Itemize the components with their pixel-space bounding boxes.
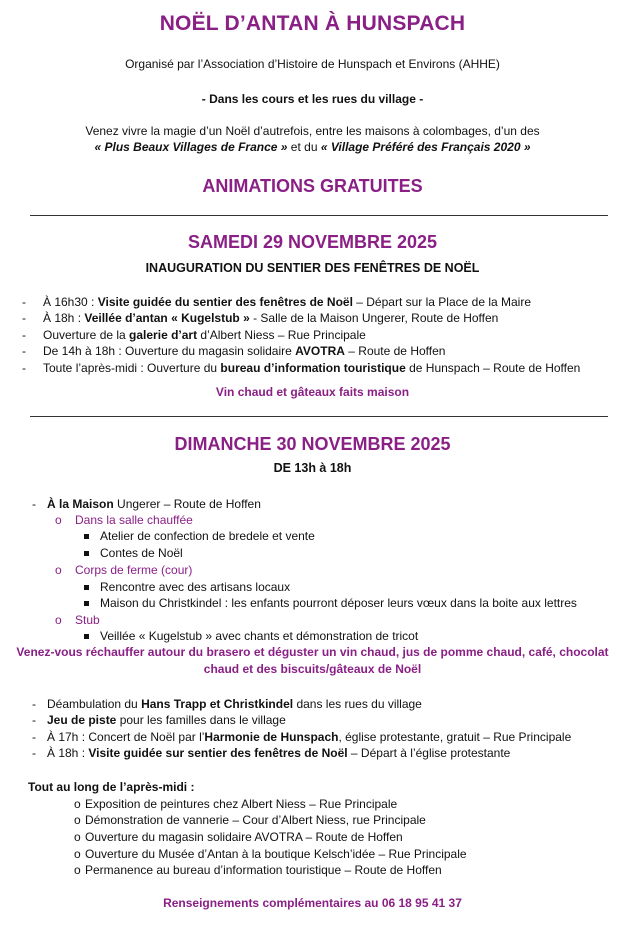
contact-line: Renseignements complémentaires au 06 18 95 41 37	[163, 896, 462, 910]
intro-line-1: Venez vivre la magie d’un Noël d’autrefois, entre les maisons à colombages, d’un des	[85, 124, 540, 138]
list-item: - À 16h30 : Visite guidée du sentier des fenêtres de Noël – Départ sur la Place de la Maire	[22, 295, 532, 309]
list-item: - À 18h : Visite guidée sur sentier des fenêtres de Noël – Départ à l’église protestante	[32, 746, 511, 760]
stub-heading: o Stub	[55, 613, 100, 627]
corps-heading: o Corps de ferme (cour)	[55, 563, 193, 577]
saturday-subtitle: INAUGURATION DU SENTIER DES FENÊTRES DE NOËL	[145, 261, 480, 275]
list-item: o Exposition de peintures chez Albert Niess – Rue Principale	[74, 797, 398, 811]
organizer-line: Organisé par l’Association d’Histoire de Hunspach et Environs (AHHE)	[125, 57, 500, 71]
intro-village-label: « Plus Beaux Villages de France »	[94, 140, 288, 154]
warm-line-2: chaud et des biscuits/gâteaux de Noël	[203, 662, 422, 676]
list-item: - Toute l’après-midi : Ouverture du bureau d’information touristique de Hunspach – Route de Hoffen	[22, 361, 581, 375]
list-item: - Ouverture de la galerie d’art d’Albert Niess – Rue Principale	[22, 328, 366, 342]
saturday-title: SAMEDI 29 NOVEMBRE 2025	[187, 232, 438, 252]
bullet-item: Atelier de confection de bredele et vente	[84, 528, 315, 544]
list-item: o Ouverture du Musée d’Antan à la boutique Kelsch’idée – Rue Principale	[74, 847, 467, 861]
list-item: - Déambulation du Hans Trapp et Christkindel dans les rues du village	[32, 697, 422, 711]
warm-line-1: Venez-vous réchauffer autour du brasero et déguster un vin chaud, jus de pomme chaud, café, chocolat	[16, 645, 609, 659]
list-item: o Permanence au bureau d’information touristique – Route de Hoffen	[74, 863, 442, 877]
divider-2	[30, 416, 608, 417]
maison-item: - À la Maison Ungerer – Route de Hoffen	[32, 497, 261, 511]
intro-line-2	[0, 140, 625, 154]
page-title: NOËL D’ANTAN À HUNSPACH	[159, 12, 466, 35]
bullet-item: Contes de Noël	[84, 545, 183, 561]
bullet-item: Maison du Christkindel : les enfants pourront déposer leurs vœux dans la boite aux lettres	[84, 595, 577, 611]
animations-title: ANIMATIONS GRATUITES	[202, 176, 423, 196]
sunday-title: DIMANCHE 30 NOVEMBRE 2025	[174, 434, 451, 454]
list-item: - De 14h à 18h : Ouverture du magasin solidaire AVOTRA – Route de Hoffen	[22, 344, 446, 358]
afternoon-title: Tout au long de l’après-midi :	[28, 780, 195, 794]
list-item: - Jeu de piste pour les familles dans le village	[32, 713, 286, 727]
list-item: o Démonstration de vannerie – Cour d’Albert Niess, rue Principale	[74, 813, 426, 827]
intro-prefere-label: « Village Préféré des Français 2020 »	[320, 140, 531, 154]
bullet-item: Rencontre avec des artisans locaux	[84, 579, 290, 595]
sunday-hours: DE 13h à 18h	[273, 461, 352, 475]
list-item: o Ouverture du magasin solidaire AVOTRA – Route de Hoffen	[74, 830, 403, 844]
list-item: - À 17h : Concert de Noël par l’Harmonie de Hunspach, église protestante, gratuit – Rue Principale	[32, 730, 572, 744]
location-line: - Dans les cours et les rues du village -	[201, 92, 424, 106]
intro-connector: et du	[287, 140, 321, 154]
divider-1	[30, 215, 608, 216]
salle-heading: o Dans la salle chauffée	[55, 513, 193, 527]
bullet-item: Veillée « Kugelstub » avec chants et démonstration de tricot	[84, 628, 418, 644]
list-item: - À 18h : Veillée d’antan « Kugelstub » - Salle de la Maison Ungerer, Route de Hoffen	[22, 311, 499, 325]
saturday-footer: Vin chaud et gâteaux faits maison	[215, 385, 410, 399]
